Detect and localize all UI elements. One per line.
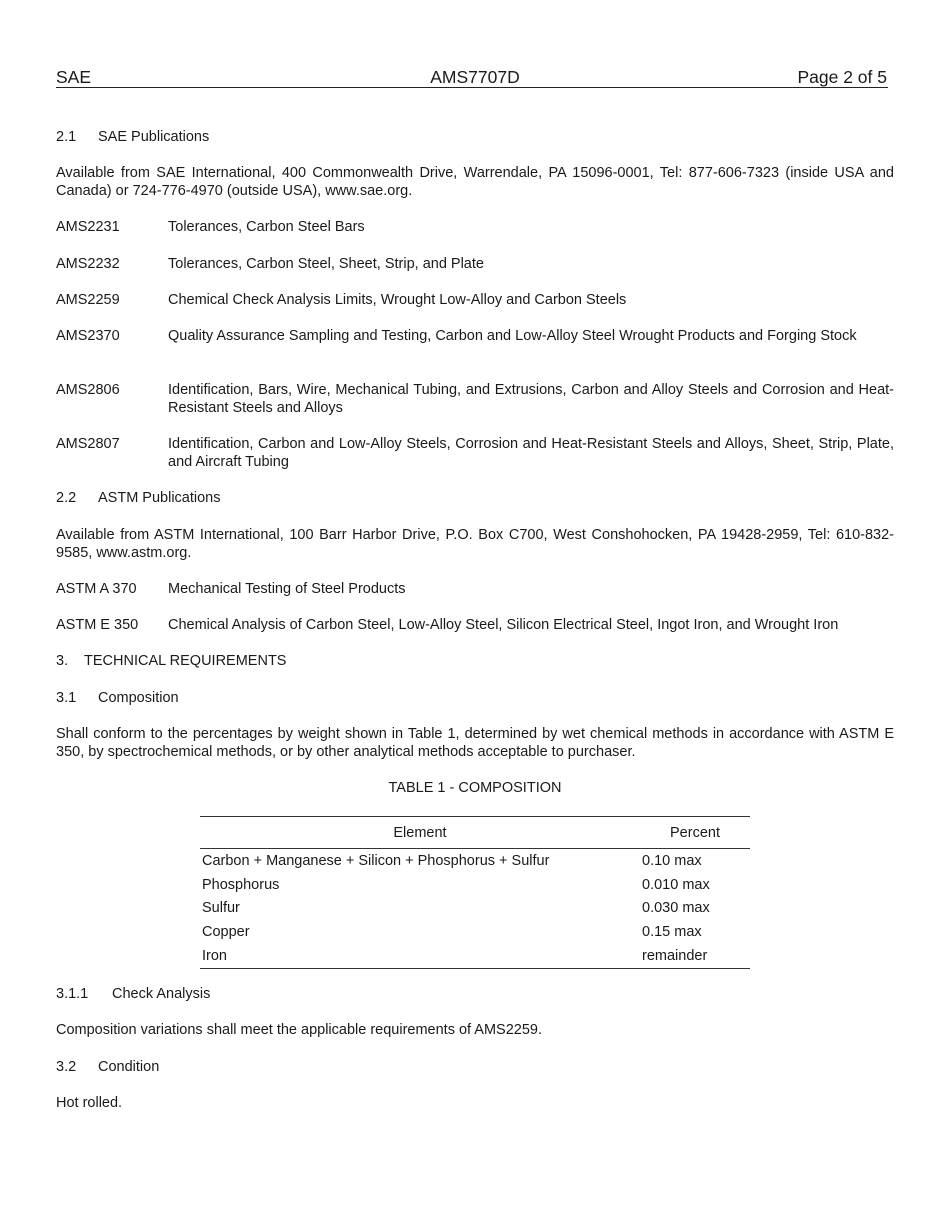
percent-cell: 0.010 max [642, 876, 710, 893]
table-row [200, 944, 750, 968]
section-number: 3.1.1 [56, 986, 89, 1002]
section-number: 2.2 [56, 490, 77, 506]
table-row [200, 873, 750, 897]
condition-paragraph: Hot rolled. [56, 1095, 123, 1111]
percent-cell: 0.15 max [642, 924, 702, 941]
ref-code: ASTM E 350 [56, 617, 139, 633]
section-title: ASTM Publications [98, 490, 221, 506]
element-cell: Copper [202, 924, 250, 941]
header-rule [56, 87, 888, 88]
column-header-percent: Percent [640, 817, 750, 849]
section-title: Condition [98, 1059, 160, 1075]
percent-cell: 0.030 max [642, 900, 710, 917]
ref-description: Quality Assurance Sampling and Testing, Carbon and Low-Alloy Steel Wrought Products and Forging Stock [168, 328, 857, 344]
ref-description: Chemical Check Analysis Limits, Wrought Low-Alloy and Carbon Steels [168, 292, 627, 308]
section-3-1-1-heading [56, 985, 894, 1003]
ref-code: AMS2806 [56, 382, 120, 398]
composition-paragraph: Shall conform to the percentages by weight shown in Table 1, determined by wet chemical methods in accordance with ASTM E 350, by spectrochemical methods, or by other analytical methods acceptable to purchaser. [56, 726, 894, 760]
ref-description: Tolerances, Carbon Steel Bars [168, 219, 365, 235]
table-caption: TABLE 1 - COMPOSITION [388, 780, 562, 796]
table-row [200, 897, 750, 921]
sae-availability-paragraph: Available from SAE International, 400 Commonwealth Drive, Warrendale, PA 15096-0001, Tel: 877-606-7323 (inside USA and Canada) or 724-776-4970 (outside USA), www.sae.org. [56, 165, 894, 199]
element-cell: Phosphorus [202, 876, 280, 893]
header-page-number: Page 2 of 5 [797, 67, 887, 87]
section-title: Check Analysis [112, 986, 211, 1002]
ref-code: ASTM A 370 [56, 581, 137, 597]
section-title: Composition [98, 690, 179, 706]
section-number: 3.1 [56, 690, 77, 706]
section-2-2-heading [56, 489, 894, 507]
astm-availability-paragraph: Available from ASTM International, 100 Barr Harbor Drive, P.O. Box C700, West Conshohocken, PA 19428-2959, Tel: 610-832-9585, www.astm.org. [56, 527, 894, 561]
ref-code: AMS2807 [56, 436, 120, 452]
table-row [200, 849, 750, 873]
ref-description: Identification, Carbon and Low-Alloy Steels, Corrosion and Heat-Resistant Steels and Alloys, Sheet, Strip, Plate, and Aircraft Tubing [168, 436, 894, 470]
header-org: SAE [56, 67, 92, 87]
ref-description: Identification, Bars, Wire, Mechanical Tubing, and Extrusions, Carbon and Alloy Steels and Corrosion and Heat-Resistant Steels and Alloys [168, 382, 894, 416]
ref-description: Chemical Analysis of Carbon Steel, Low-Alloy Steel, Silicon Electrical Steel, Ingot Iron, and Wrought Iron [168, 617, 839, 633]
ref-code: AMS2370 [56, 328, 120, 344]
header-doc-id: AMS7707D [430, 67, 520, 87]
section-3-1-heading [56, 689, 894, 707]
percent-cell: remainder [640, 944, 750, 968]
ref-code: AMS2259 [56, 292, 120, 308]
ref-description: Mechanical Testing of Steel Products [168, 581, 406, 597]
element-cell: Sulfur [202, 900, 240, 917]
composition-table [200, 816, 750, 969]
ref-code: AMS2232 [56, 256, 120, 272]
table-row [200, 920, 750, 944]
ref-description: Tolerances, Carbon Steel, Sheet, Strip, and Plate [168, 256, 484, 272]
section-number: 3. [56, 653, 69, 669]
section-2-1-heading [56, 128, 894, 146]
section-number: 3.2 [56, 1059, 77, 1075]
table-header-row [200, 817, 750, 849]
column-header-element: Element [200, 817, 640, 849]
percent-cell: 0.10 max [642, 852, 702, 869]
section-title: SAE Publications [98, 129, 210, 145]
section-number: 2.1 [56, 129, 77, 145]
section-3-heading [56, 652, 894, 670]
element-cell: Carbon + Manganese + Silicon + Phosphorus + Sulfur [202, 852, 550, 869]
section-3-2-heading [56, 1058, 894, 1076]
section-title: TECHNICAL REQUIREMENTS [84, 653, 287, 669]
ref-code: AMS2231 [56, 219, 120, 235]
check-analysis-paragraph: Composition variations shall meet the applicable requirements of AMS2259. [56, 1022, 543, 1038]
element-cell: Iron [200, 944, 640, 968]
